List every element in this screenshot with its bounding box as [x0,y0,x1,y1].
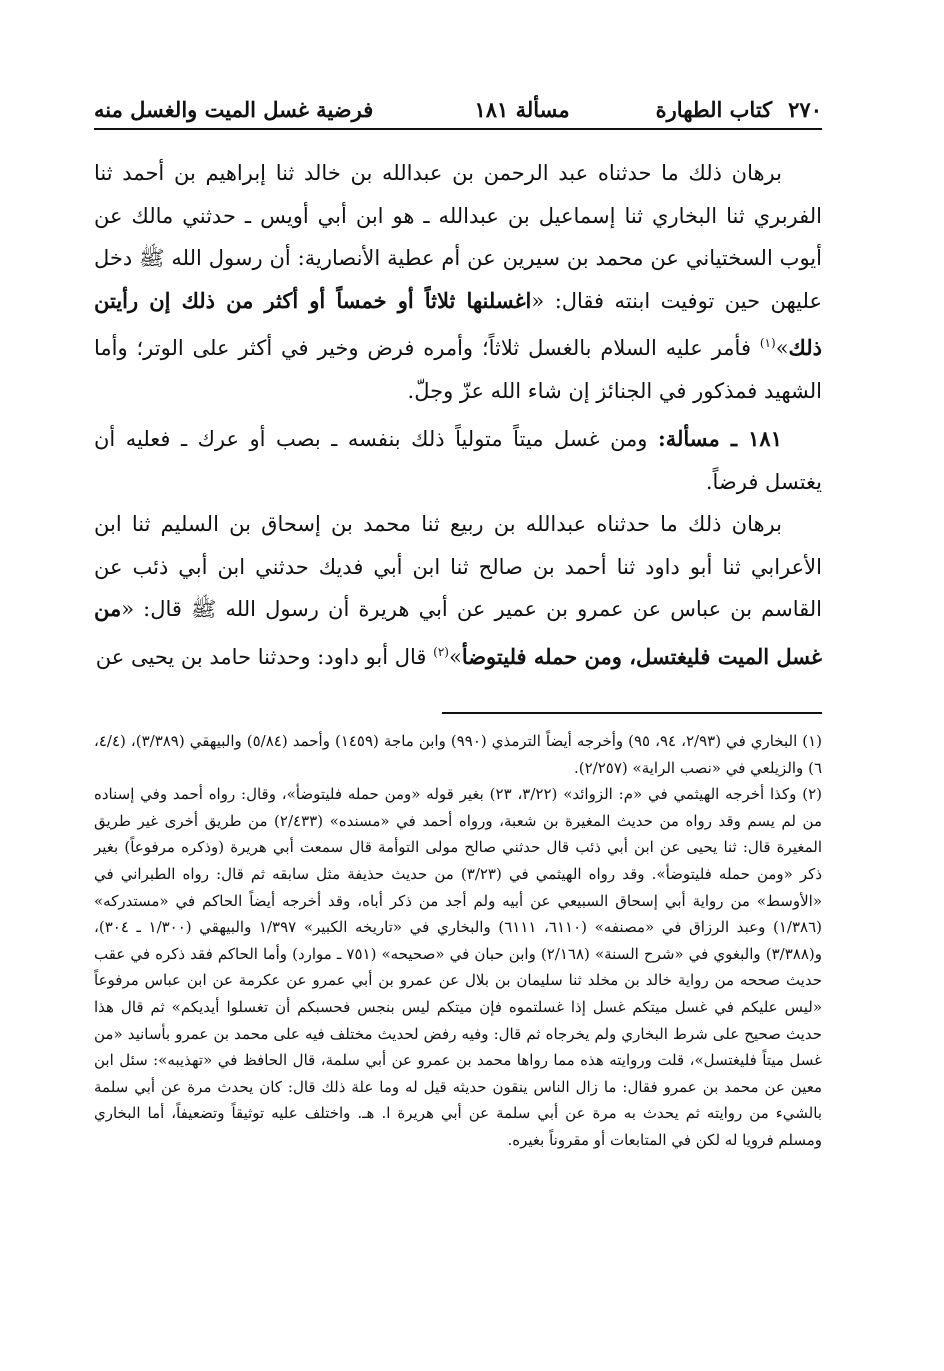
paragraph-issue-181 [94,418,822,503]
issue-text: ومن غسل ميتاً متولياً ذلك بنفسه ـ بصب أو عرك ـ فعليه أن يغتسل فرضاً. [94,427,822,494]
proof-1-text: برهان ذلك ما حدثناه عبد الرحمن بن عبدالله بن خالد ثنا إبراهيم بن أحمد ثنا الفربري ثنا البخاري ثنا إسماعيل بن عبدالله ـ هو ابن أبي أويس ـ حدثني مالك عن أيوب السختياني عن محمد بن سيرين عن أم عطية الأنصارية: أن رسول الله ﷺ دخل عليهن حين توفيت ابنته فقال: « [94,161,822,313]
main-text [94,152,822,678]
quote-close-1: » [775,336,789,360]
issue-number: مسألة ١٨١ [474,97,570,122]
hadith-quote-1: اغسلنها ثلاثاً أو خمساً أو أكثر من ذلك إن رأيتن ذلك [94,287,822,360]
proof-1-continuation: فأمر عليه السلام بالغسل ثلاثاً؛ وأمره فرض وخير في أكثر على الوتر؛ وأما الشهيد فمذكور في الجنائز إن شاء الله عزّ وجلّ. [94,336,822,403]
hadith-quote-2: من غسل الميت فليغتسل، ومن حمله فليتوضأ [94,596,822,669]
footnote-divider [442,712,822,714]
proof-2-continuation: قال أبو داود: وحدثنا حامد بن يحيى عن [95,644,434,669]
quote-close-2: » [448,644,462,669]
paragraph-proof-1 [94,152,822,412]
footnote-ref-2: (٢) [433,644,449,659]
issue-label: ١٨١ ـ مسألة: [657,426,782,451]
footnote-ref-1: (١) [759,336,776,350]
footnote-2: (٢) وكذا أخرجه الهيثمي في «م: الزوائد» (٣/٢٢، ٢٣) بغير قوله «ومن حمله فليتوضأ»، وقال: رواه أحمد وفي إسناده من لم يسم وقد رواه من حديث المغيرة بن شعبة، ورواه أحمد في «مسنده» (٢/٤٣٣) من طريق أخرى غير طريق المغيرة قال: ثنا يحيى عن ابن أبي ذئب قال حدثني صالح مولى التوأمة قال سمعت أبي هريرة (وذكره مرفوعاً) بغير ذكر «ومن حمله فليتوضأ». وقد رواه الهيثمي في (٣/٢٣) من حديث حذيفة مثل سابقه ثم قال: رواه الطبراني في «الأوسط» من رواية أبي إسحاق السبيعي عن أبيه ولم أجد من ذكر أباه، وقد أخرجه أيضاً الحاكم في «مستدركه» (١/٣٨٦) وعبد الرزاق في «مصنفه» (٦١١٠، ٦١١١) والبخاري في «تاريخه الكبير» ١/٣٩٧ والبيهقي (١/٣٠٠ ـ ٣٠٤)، و(٣/٣٨٨) والبغوي في «شرح السنة» (٢/١٦٨) وابن حبان في «صحيحه» (٧٥١ ـ موارد) وأما الحاكم فقد ذكره في عقب حديث صححه من رواية خالد بن مخلد ثنا سليمان بن بلال عن عمرو بن أبي عمرو عن عكرمة عن ابن عباس مرفوعاً «ليس عليكم في غسل ميتكم غسل إذا غسلتموه فإن ميتكم ليس بنجس فحسبكم أن تغسلوا أيديكم» ثم قال هذا حديث صحيح على شرط البخاري ولم يخرجاه ثم قال: وفيه رفض لحديث مختلف فيه على محمد بن عمرو بأسانيد «من غسل ميتاً فليغتسل»، قلت وروايته هذه مما رواها محمد بن عمرو عن أبي سلمة، قال الحافظ في «تهذيبه»: سئل ابن معين عن محمد بن عمرو فقال: ما زال الناس ينقون حديثه قيل له وما علة ذلك قال: كان يحدث مرة عن أبي سلمة بالشيء من روايته ثم يحدث به مرة عن أبي سلمة عن أبي هريرة ا. هـ. واختلف عليه توثيقاً وتضعيفاً، أما البخاري ومسلم فرويا له لكن في المتابعات أو مقروناً بغيره. [94,785,823,1149]
running-header [94,92,822,130]
page-number: ٢٧٠ [788,97,822,122]
footnote-1: (١) البخاري في (٢/٩٣، ٩٤، ٩٥) وأخرجه أيضاً الترمذي (٩٩٠) وابن ماجة (١٤٥٩) وأحمد (٥/٨٤) والبيهقي (٣/٣٨٩)، (٤/٤، ٦) والزيلعي في «نصب الراية» (٢/٢٥٧). [94,732,823,777]
book-title: كتاب الطهارة [655,97,773,122]
header-right-group [474,97,822,122]
book-page [94,92,822,1332]
footnotes [94,728,822,1154]
paragraph-proof-2 [94,503,822,678]
chapter-topic: فرضية غسل الميت والغسل منه [94,97,374,122]
proof-2-text: برهان ذلك ما حدثناه عبدالله بن ربيع ثنا محمد بن إسحاق بن السليم ثنا ابن الأعرابي ثنا أبو داود ثنا أحمد بن صالح ثنا ابن أبي فديك حدثني ابن أبي ذئب عن القاسم بن عباس عن عمرو بن عمير عن أبي هريرة أن رسول الله ﷺ قال: « [94,512,822,621]
